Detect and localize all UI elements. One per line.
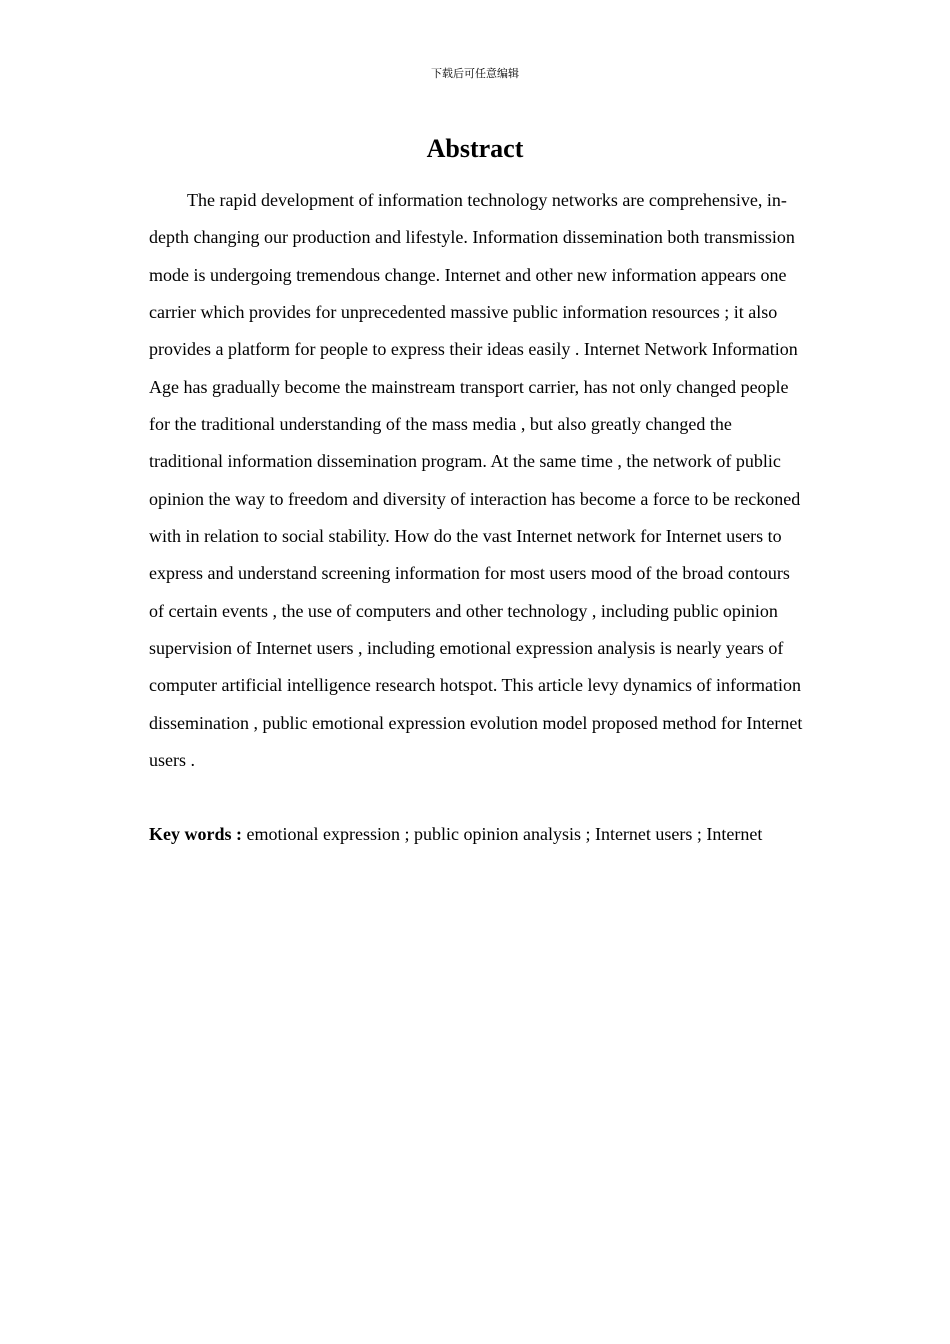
abstract-body: The rapid development of information technology networks are comprehensive, in-depth changing our production and lifestyle. Information dissemination both transmission mode is undergoing tremendous change. Internet and other new information appears one carrier which provides for unprecedented massive public information resources ; it also provides a platform for people to express their ideas easily . Internet Network Information Age has gradually become the mainstream transport carrier, has not only changed people for the traditional understanding of the mass media , but also greatly changed the traditional information dissemination program. At the same time , the network of public opinion the way to freedom and diversity of interaction has become a force to be reckoned with in relation to social stability. How do the vast Internet network for Internet users to express and understand screening information for most users mood of the broad contours of certain events , the use of computers and other technology , including public opinion supervision of Internet users , including emotional expression analysis is nearly years of computer artificial intelligence research hotspot. This article levy dynamics of information dissemination , public emotional expression evolution model proposed method for Internet users . bbox=[149, 190, 803, 771]
header-note: 下载后可任意编辑 bbox=[431, 67, 519, 80]
abstract-title: Abstract bbox=[426, 134, 524, 163]
keywords-label: Key words : bbox=[149, 824, 242, 844]
keywords-text: emotional expression ; public opinion analysis ; Internet users ; Internet bbox=[242, 824, 763, 844]
keywords-line bbox=[149, 821, 849, 847]
